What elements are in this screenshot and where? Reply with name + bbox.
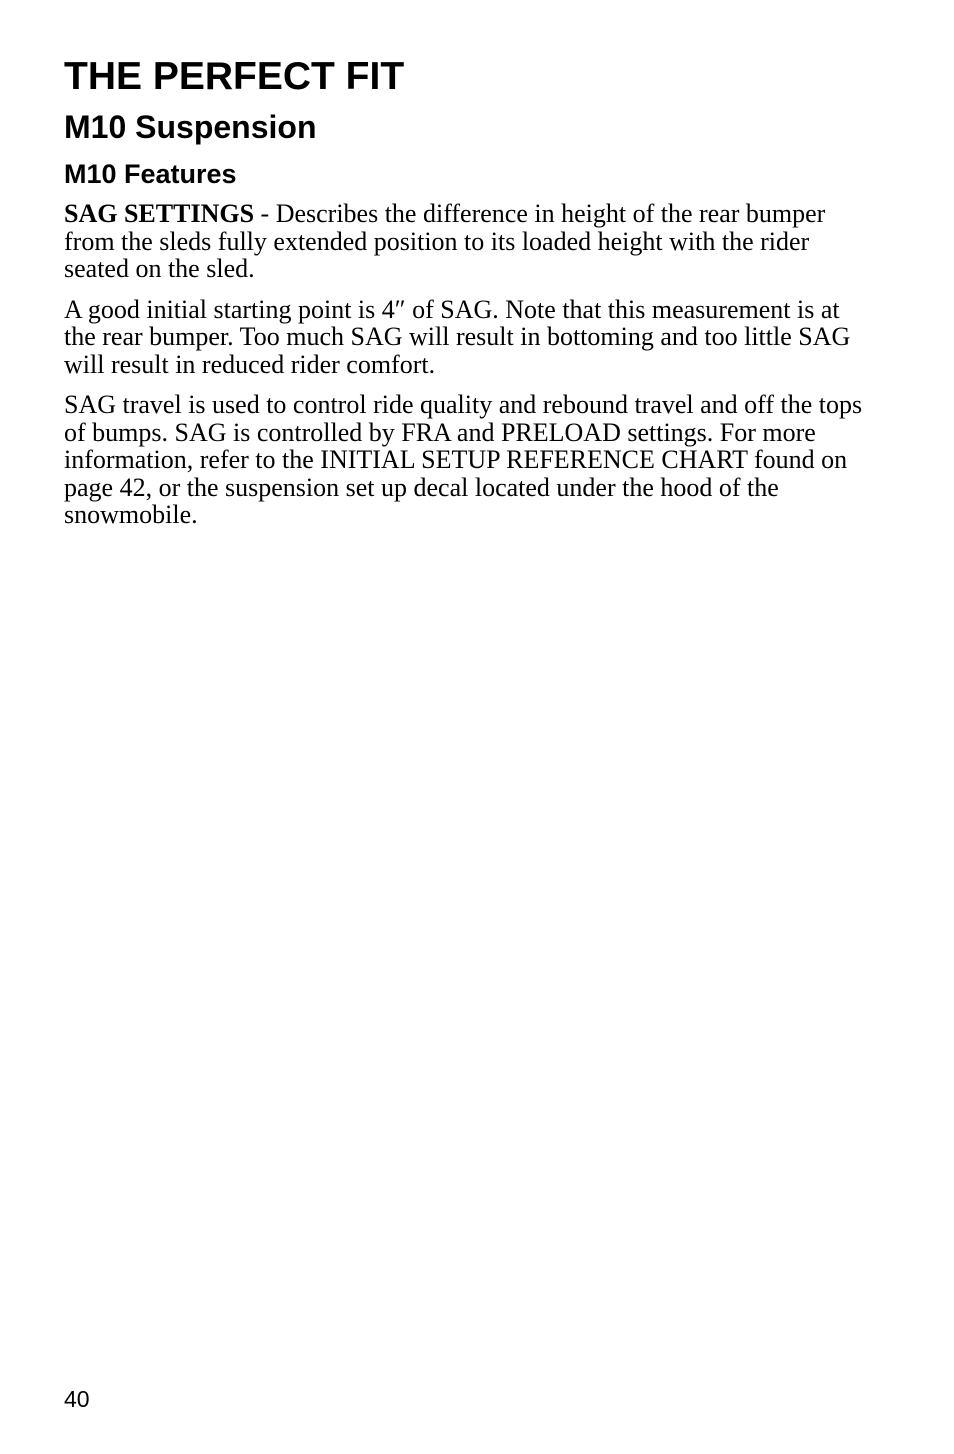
chapter-title: THE PERFECT FIT xyxy=(64,55,405,98)
paragraph-lead-term: SAG SETTINGS xyxy=(64,199,255,228)
section-title: M10 Suspension xyxy=(64,109,317,145)
page-number: 40 xyxy=(64,1386,90,1412)
paragraph-sag-travel: SAG travel is used to control ride quality and rebound travel and off the tops of bumps. SAG is controlled by FRA and PRELOAD settings. For more information, refer to the INITIAL SETUP REFERENCE CHART found on page 42, or the suspension set up decal located under the hood of the snowmobile. xyxy=(64,390,863,529)
paragraph-initial-starting-point: A good initial starting point is 4″ of SAG. Note that this measurement is at the rear bumper. Too much SAG will result in bottoming and too little SAG will result in reduced rider comfort. xyxy=(64,294,851,379)
manual-page xyxy=(64,54,874,529)
paragraph-sag-settings xyxy=(64,200,874,283)
subsection-title: M10 Features xyxy=(64,159,237,189)
paragraph-body: - Describes the difference in height of the rear bumper from the sleds fully extended position to its loaded height with the rider seated on the sled. xyxy=(64,199,826,283)
